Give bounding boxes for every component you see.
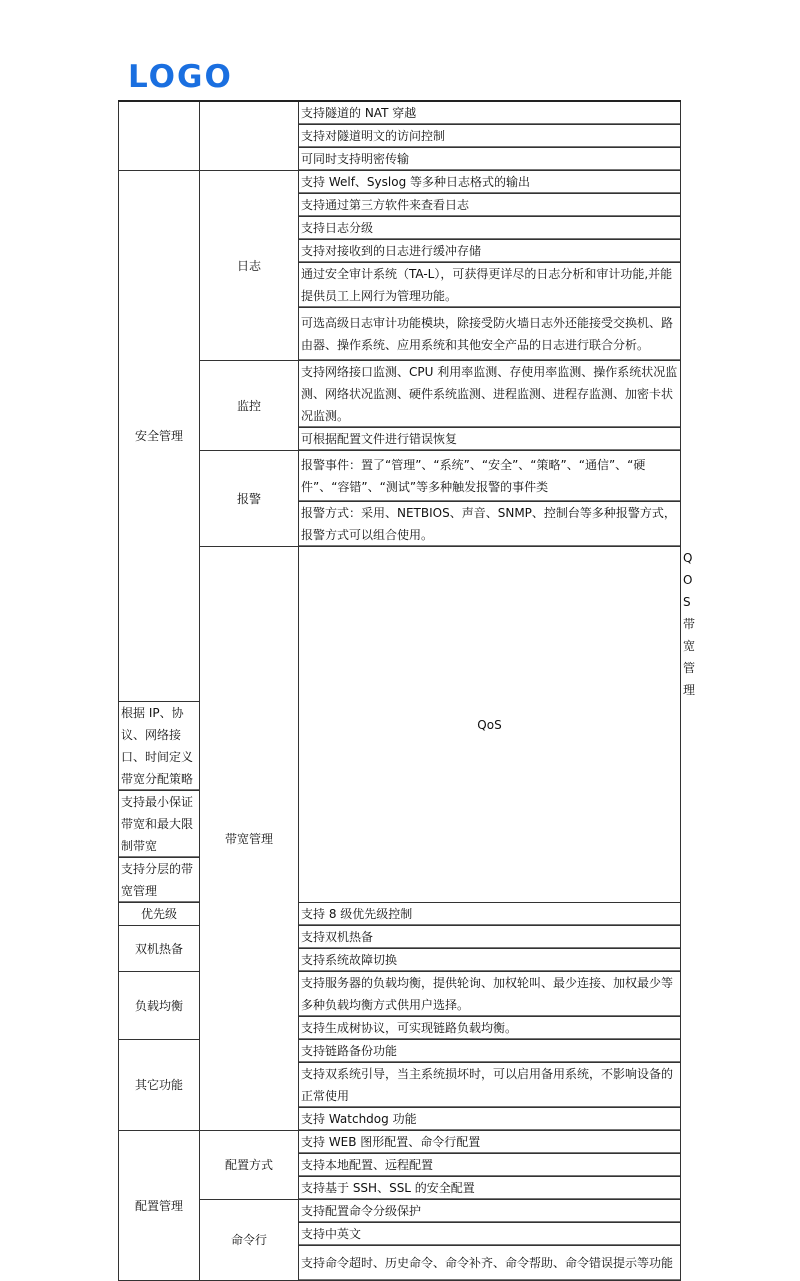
- feature-cell: 支持分层的带宽管理: [119, 858, 200, 903]
- table-row: [119, 1131, 681, 1154]
- subcategory-ha: 双机热备: [119, 926, 200, 972]
- feature-cell: 报警事件：置了“管理”、“系统”、“安全”、“策略”、“通信”、“硬件”、“容错”、“测试”等多种触发报警的事件类: [299, 451, 681, 502]
- feature-cell: 支持最小保证带宽和最大限制带宽: [119, 791, 200, 858]
- subcategory-cell-continued: [200, 101, 299, 171]
- feature-cell: 支持配置命令分级保护: [299, 1200, 681, 1223]
- feature-cell: 支持双机热备: [299, 926, 681, 949]
- subcategory-monitor: 监控: [200, 361, 299, 451]
- spec-table: [118, 100, 696, 1281]
- feature-cell: 支持通过第三方软件来查看日志: [299, 194, 681, 217]
- feature-cell: 支持链路备份功能: [299, 1040, 681, 1063]
- feature-cell: 可同时支持明密传输: [299, 148, 681, 171]
- feature-cell: 根据 IP、协议、网络接口、时间定义带宽分配策略: [119, 702, 200, 791]
- feature-cell: 可选高级日志审计功能模块，除接受防火墙日志外还能接受交换机、路由器、操作系统、应用系统和其他安全产品的日志进行联合分析。: [299, 308, 681, 361]
- feature-cell: 支持 WEB 图形配置、命令行配置: [299, 1131, 681, 1154]
- feature-cell: 支持对接收到的日志进行缓冲存储: [299, 240, 681, 263]
- category-bandwidth: 带宽管理: [200, 547, 299, 1131]
- feature-cell: 支持 Welf、Syslog 等多种日志格式的输出: [299, 171, 681, 194]
- table-row: [119, 171, 681, 194]
- subcategory-config-method: 配置方式: [200, 1131, 299, 1200]
- feature-cell: 支持系统故障切换: [299, 949, 681, 972]
- feature-cell: 支持网络接口监测、CPU 利用率监测、存使用率监测、操作系统状况监测、网络状况监测、硬件系统监测、进程监测、进程存监测、加密卡状况监测。: [299, 361, 681, 428]
- feature-cell: 支持基于 SSH、SSL 的安全配置: [299, 1177, 681, 1200]
- table-row: [119, 361, 681, 428]
- table-row: 带宽管理 QoS QOS 带宽管理: [119, 547, 681, 702]
- feature-cell: 支持 8 级优先级控制: [299, 903, 681, 926]
- feature-cell: 支持隧道的 NAT 穿越: [299, 101, 681, 125]
- subcategory-alarm: 报警: [200, 451, 299, 547]
- feature-cell: 支持中英文: [299, 1223, 681, 1246]
- category-config: 配置管理: [119, 1131, 200, 1281]
- feature-cell: 报警方式：采用、NETBIOS、声音、SNMP、控制台等多种报警方式，报警方式可以组合使用。: [299, 502, 681, 547]
- table-row: [119, 101, 681, 125]
- subcategory-other: 其它功能: [119, 1040, 200, 1131]
- table-row: [119, 1200, 681, 1223]
- category-security: 安全管理: [119, 171, 200, 702]
- subcategory-load-balance: 负载均衡: [119, 972, 200, 1040]
- table-row: [119, 451, 681, 502]
- subcategory-cli: 命令行: [200, 1200, 299, 1281]
- feature-cell: 可根据配置文件进行错误恢复: [299, 428, 681, 451]
- feature-cell: 支持服务器的负载均衡，提供轮询、加权轮叫、最少连接、加权最少等多种负载均衡方式供用户选择。: [299, 972, 681, 1017]
- feature-cell: 通过安全审计系统（TA-L），可获得更详尽的日志分析和审计功能,并能提供员工上网行为管理功能。: [299, 263, 681, 308]
- category-cell-continued: [119, 101, 200, 171]
- subcategory-log: 日志: [200, 171, 299, 361]
- feature-cell: 支持日志分级: [299, 217, 681, 240]
- feature-cell: 支持对隧道明文的访问控制: [299, 125, 681, 148]
- feature-cell: 支持命令超时、历史命令、命令补齐、命令帮助、命令错误提示等功能: [299, 1246, 681, 1281]
- feature-cell: 支持生成树协议，可实现链路负载均衡。: [299, 1017, 681, 1040]
- subcategory-qos: QoS: [299, 547, 681, 903]
- feature-cell: 支持本地配置、远程配置: [299, 1154, 681, 1177]
- feature-cell: 支持 Watchdog 功能: [299, 1108, 681, 1131]
- subcategory-priority: 优先级: [119, 903, 200, 926]
- feature-cell: 支持双系统引导，当主系统损坏时，可以启用备用系统，不影响设备的正常使用: [299, 1063, 681, 1108]
- logo: LOGO: [128, 59, 233, 95]
